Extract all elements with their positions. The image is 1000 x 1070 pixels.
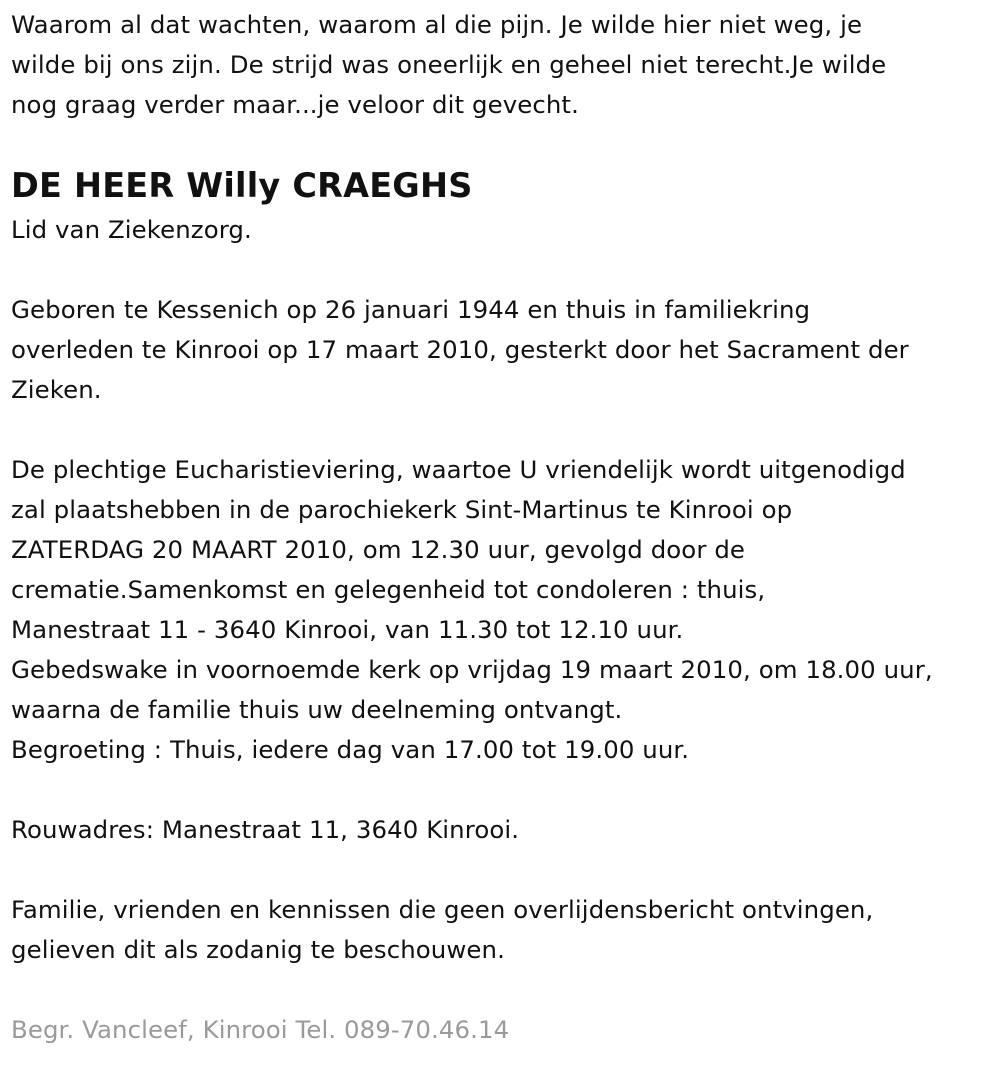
ceremony-line: De plechtige Eucharistieviering, waartoe U vriendelijk wordt uitgenodigd xyxy=(11,455,906,484)
ceremony-line: waarna de familie thuis uw deelneming ontvangt. xyxy=(11,695,623,724)
birth-death-line: Geboren te Kessenich op 26 januari 1944 en thuis in familiekring xyxy=(11,295,811,324)
notice-line: gelieven dit als zodanig te beschouwen. xyxy=(11,935,505,964)
ceremony-line: Manestraat 11 - 3640 Kinrooi, van 11.30 tot 12.10 uur. xyxy=(11,615,684,644)
poem-line: wilde bij ons zijn. De strijd was oneerlijk en geheel niet terecht.Je wilde xyxy=(11,50,887,79)
birth-death-line: overleden te Kinrooi op 17 maart 2010, gesterkt door het Sacrament der xyxy=(11,335,909,364)
ceremony-line: crematie.Samenkomst en gelegenheid tot condoleren : thuis, xyxy=(11,575,766,604)
mourning-address: Rouwadres: Manestraat 11, 3640 Kinrooi. xyxy=(11,815,520,844)
spacer xyxy=(11,970,996,1010)
spacer xyxy=(11,410,996,450)
membership-line: Lid van Ziekenzorg. xyxy=(11,215,252,244)
ceremony-line: zal plaatshebben in de parochiekerk Sint-Martinus te Kinrooi op xyxy=(11,495,793,524)
obituary-document xyxy=(11,0,996,1050)
funeral-home-footer: Begr. Vancleef, Kinrooi Tel. 089-70.46.14 xyxy=(11,1015,510,1044)
ceremony-line: Begroeting : Thuis, iedere dag van 17.00 tot 19.00 uur. xyxy=(11,735,690,764)
poem-line: nog graag verder maar...je veloor dit gevecht. xyxy=(11,90,579,119)
spacer xyxy=(11,850,996,890)
ceremony-line: Gebedswake in voornoemde kerk op vrijdag 19 maart 2010, om 18.00 uur, xyxy=(11,655,933,684)
notice-block xyxy=(11,890,996,970)
birth-death-line: Zieken. xyxy=(11,375,102,404)
ceremony-block xyxy=(11,450,996,770)
birth-death-block xyxy=(11,290,996,410)
spacer xyxy=(11,770,996,810)
notice-line: Familie, vrienden en kennissen die geen overlijdensbericht ontvingen, xyxy=(11,895,874,924)
poem-line: Waarom al dat wachten, waarom al die pijn. Je wilde hier niet weg, je xyxy=(11,10,863,39)
deceased-name: DE HEER Willy CRAEGHS xyxy=(11,166,473,205)
poem-block xyxy=(11,5,996,125)
ceremony-line: ZATERDAG 20 MAART 2010, om 12.30 uur, gevolgd door de xyxy=(11,535,746,564)
spacer xyxy=(11,250,996,290)
